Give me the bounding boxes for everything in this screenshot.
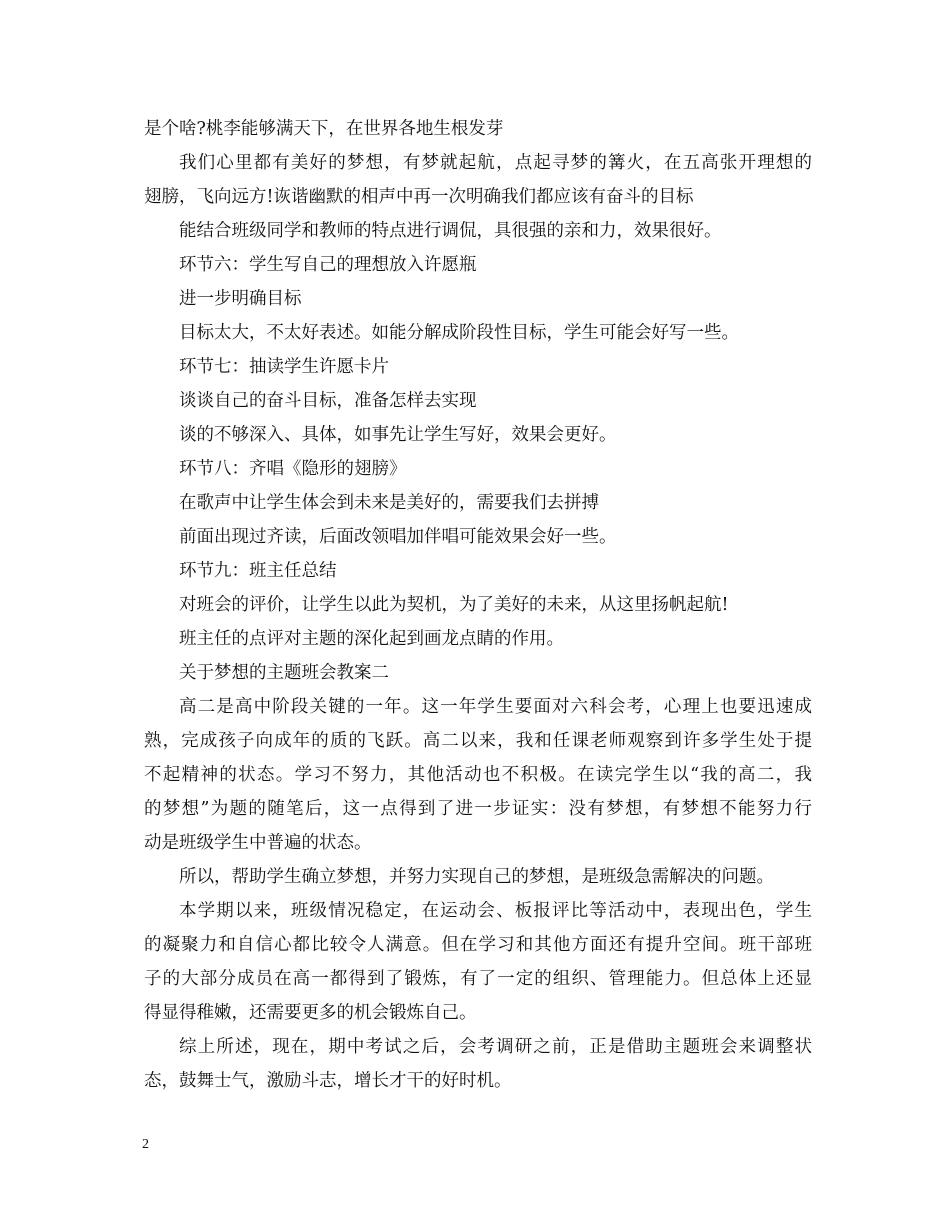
text-line: 不起精神的状态。学习不努力，其他活动也不积极。在读完学生以“我的高二，我 bbox=[144, 765, 812, 785]
text-line: 子的大部分成员在高一都得到了锻炼，有了一定的组织、管理能力。但总体上还显 bbox=[144, 969, 812, 989]
text-line: 对班会的评价，让学生以此为契机，为了美好的未来，从这里扬帆起航! bbox=[179, 595, 729, 615]
text-line: 翅膀，飞向远方!诙谐幽默的相声中再一次明确我们都应该有奋斗的目标 bbox=[144, 187, 694, 207]
text-line: 高二是高中阶段关键的一年。这一年学生要面对六科会考，心理上也要迅速成 bbox=[179, 697, 812, 717]
page-number: 2 bbox=[142, 1137, 149, 1152]
text-line: 得显得稚嫩，还需要更多的机会锻炼自己。 bbox=[144, 1003, 477, 1023]
text-line: 目标太大，不太好表述。如能分解成阶段性目标，学生可能会好写一些。 bbox=[179, 323, 739, 343]
text-line: 态，鼓舞士气，激励斗志，增长才干的好时机。 bbox=[144, 1071, 512, 1091]
text-line: 是个啥?桃李能够满天下，在世界各地生根发芽 bbox=[144, 119, 504, 139]
text-line: 谈谈自己的奋斗目标，准备怎样去实现 bbox=[179, 391, 477, 411]
text-line: 动是班级学生中普遍的状态。 bbox=[144, 833, 372, 853]
text-line: 能结合班级同学和教师的特点进行调侃，具很强的亲和力，效果很好。 bbox=[179, 221, 722, 241]
section-heading: 环节六：学生写自己的理想放入许愿瓶 bbox=[179, 255, 477, 275]
document-heading: 关于梦想的主题班会教案二 bbox=[179, 663, 389, 683]
text-line: 进一步明确目标 bbox=[179, 289, 302, 309]
section-heading: 环节八：齐唱《隐形的翅膀》 bbox=[179, 459, 407, 479]
text-line: 本学期以来，班级情况稳定，在运动会、板报评比等活动中，表现出色，学生 bbox=[179, 901, 812, 921]
section-heading: 环节九：班主任总结 bbox=[179, 561, 337, 581]
text-line: 谈的不够深入、具体，如事先让学生写好，效果会更好。 bbox=[179, 425, 617, 445]
text-line: 在歌声中让学生体会到未来是美好的，需要我们去拼搏 bbox=[179, 493, 599, 513]
section-heading: 环节七：抽读学生许愿卡片 bbox=[179, 357, 389, 377]
text-line: 我们心里都有美好的梦想，有梦就起航，点起寻梦的篝火，在五高张开理想的 bbox=[179, 153, 812, 173]
text-line: 所以，帮助学生确立梦想，并努力实现自己的梦想，是班级急需解决的问题。 bbox=[179, 867, 774, 887]
document-body bbox=[144, 112, 812, 1098]
text-line: 的梦想”为题的随笔后，这一点得到了进一步证实：没有梦想，有梦想不能努力行 bbox=[144, 799, 812, 819]
text-line: 班主任的点评对主题的深化起到画龙点睛的作用。 bbox=[179, 629, 564, 649]
text-line: 前面出现过齐读，后面改领唱加伴唱可能效果会好一些。 bbox=[179, 527, 617, 547]
text-line: 综上所述，现在，期中考试之后，会考调研之前，正是借助主题班会来调整状 bbox=[179, 1037, 812, 1057]
text-line: 的凝聚力和自信心都比较令人满意。但在学习和其他方面还有提升空间。班干部班 bbox=[144, 935, 812, 955]
text-line: 熟，完成孩子向成年的质的飞跃。高二以来，我和任课老师观察到许多学生处于提 bbox=[144, 731, 812, 751]
